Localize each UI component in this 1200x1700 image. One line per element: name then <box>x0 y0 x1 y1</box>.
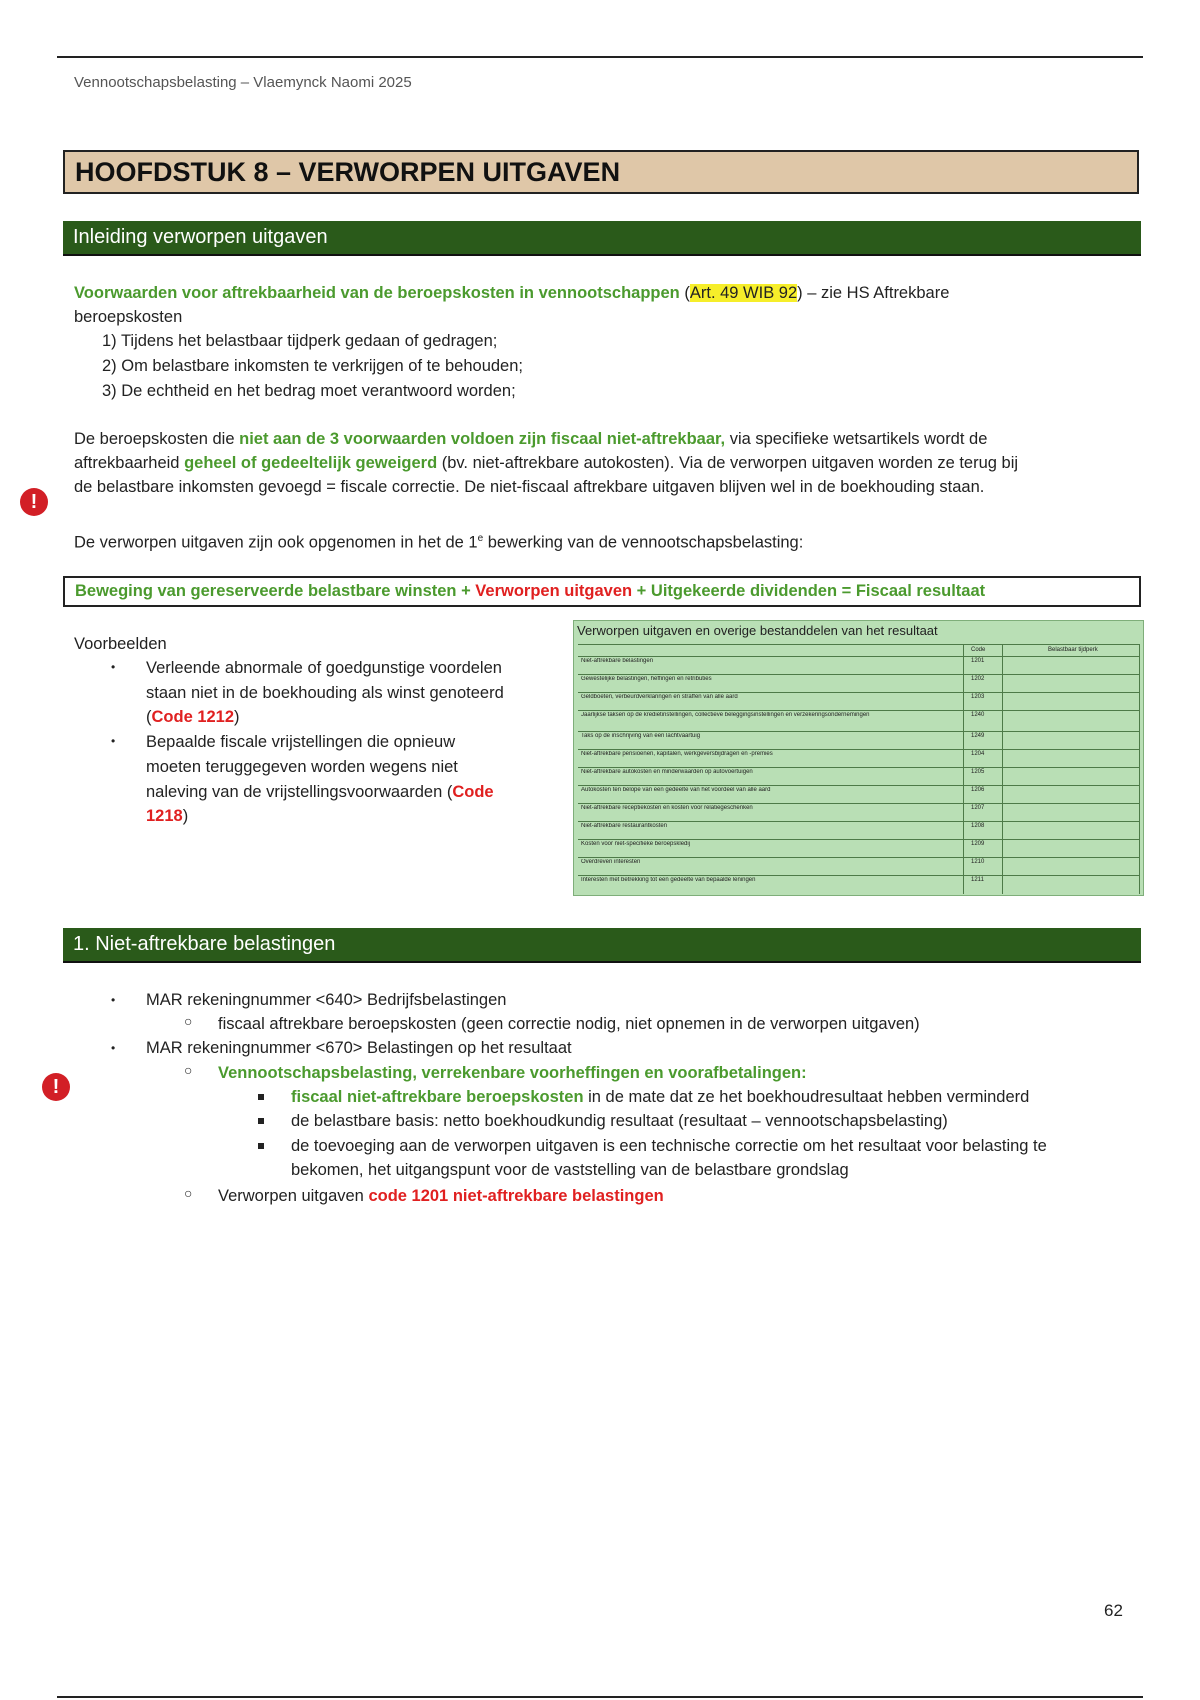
table-title: Verworpen uitgaven en overige bestanddelen van het resultaat <box>577 623 938 638</box>
s1-bullet-2: MAR rekeningnummer <670> Belastingen op het resultaat <box>146 1039 572 1057</box>
table-row <box>578 875 1140 894</box>
example-2-line-3 <box>146 780 494 804</box>
table-row-label: Overdreven interesten <box>581 859 641 865</box>
table-col-period: Belastbaar tijdperk <box>1048 647 1098 653</box>
article-reference: Art. 49 WIB 92 <box>689 284 798 302</box>
p1-text-f: (bv. niet-aftrekbare autokosten). Via de verworpen uitgaven worden ze terug bij <box>437 454 1019 472</box>
table-row-code: 1207 <box>971 805 985 811</box>
paragraph-1-line-3: de belastbare inkomsten gevoegd = fiscale correctie. De niet-fiscaal aftrekbare uitgaven blijven wel in de boekhouding staan. <box>74 478 985 496</box>
s1-sub-item-3-line-2: bekomen, het uitgangspunt voor de vaststelling van de belastbare grondslag <box>291 1161 849 1179</box>
s1-bullet-1: MAR rekeningnummer <640> Bedrijfsbelastingen <box>146 991 507 1009</box>
warning-icon: ! <box>42 1073 70 1101</box>
circle-bullet: ○ <box>184 1062 193 1078</box>
ex1-paren-open: ( <box>146 708 152 726</box>
table-row <box>578 692 1140 711</box>
table-row <box>578 749 1140 768</box>
formula-part-1: Beweging van gereserveerde belastbare winsten + <box>75 582 476 600</box>
s1-bullet-2-sub-1: Vennootschapsbelasting, verrekenbare voorheffingen en voorafbetalingen: <box>218 1064 807 1082</box>
example-1-code: Code 1212 <box>151 708 235 726</box>
bottom-rule <box>57 1696 1143 1698</box>
table-vline <box>1002 644 1003 894</box>
conditions-heading-line <box>74 281 1144 305</box>
table-row <box>578 839 1140 858</box>
table-row-code: 1205 <box>971 769 985 775</box>
formula-box <box>63 576 1141 607</box>
table-row-label: Interesten met betrekking tot een gedeelte van bepaalde leningen <box>581 877 756 883</box>
p1-text-a: De beroepskosten die <box>74 430 240 448</box>
conditions-heading: Voorwaarden voor aftrekbaarheid van de beroepskosten in vennootschappen <box>74 284 680 302</box>
bullet-dot: • <box>111 993 116 1007</box>
p2-text-a: De verworpen uitgaven zijn ook opgenomen in het de 1 <box>74 533 478 552</box>
s1-bullet-1-sub: fiscaal aftrekbare beroepskosten (geen correctie nodig, niet opnemen in de verworpen uitgaven) <box>218 1015 920 1033</box>
example-2-line-1: Bepaalde fiscale vrijstellingen die opnieuw <box>146 733 456 751</box>
ex2-paren-close: ) <box>182 807 189 825</box>
ex2-text: naleving van de vrijstellingsvoorwaarden ( <box>146 783 453 801</box>
s1-sub-item-2: de belastbare basis: netto boekhoudkundig resultaat (resultaat – vennootschapsbelasting) <box>291 1112 948 1130</box>
condition-3: 3) De echtheid en het bedrag moet verantwoord worden; <box>102 382 516 400</box>
ref-close: ) – zie HS Aftrekbare <box>797 284 950 302</box>
formula-part-2: Verworpen uitgaven <box>475 582 633 600</box>
table-row-code: 1206 <box>971 787 985 793</box>
examples-heading: Voorbeelden <box>74 635 167 653</box>
table-col-code: Code <box>971 647 986 653</box>
top-rule <box>57 56 1143 58</box>
table-row <box>578 674 1140 693</box>
circle-bullet: ○ <box>184 1013 193 1029</box>
table-row-code: 1240 <box>971 712 985 718</box>
table-row-label: Niet-aftrekbare restaurantkosten <box>581 823 668 829</box>
bullet-dot: • <box>111 660 116 674</box>
p1-text-c: via specifieke wetsartikels wordt de <box>725 430 988 448</box>
table-row-code: 1208 <box>971 823 985 829</box>
square-bullet <box>258 1094 264 1100</box>
page-number: 62 <box>1104 1601 1123 1620</box>
conditions-heading-cont: beroepskosten <box>74 308 183 326</box>
example-1-line-1: Verleende abnormale of goedgunstige voordelen <box>146 659 502 677</box>
example-2-line-2: moeten teruggegeven worden wegens niet <box>146 758 458 776</box>
table-row-label: Autokosten ten belope van een gedeelte van het voordeel van alle aard <box>581 787 771 793</box>
s1-sub-item-1-emph: fiscaal niet-aftrekbare beroepskosten <box>291 1088 584 1106</box>
paragraph-1-line-1 <box>74 427 1154 451</box>
table-row-code: 1204 <box>971 751 985 757</box>
bullet-dot: • <box>111 1041 116 1055</box>
example-2-line-4 <box>146 804 188 828</box>
table-row-code: 1201 <box>971 658 985 664</box>
s1-sub-item-1 <box>291 1085 1029 1109</box>
s1-bullet-2-sub-2-code: code 1201 niet-aftrekbare belastingen <box>368 1187 664 1205</box>
table-row-code: 1203 <box>971 694 985 700</box>
table-vline <box>1139 644 1140 894</box>
table-row-label: Niet-aftrekbare belastingen <box>581 658 654 664</box>
tax-form-table <box>573 620 1144 896</box>
table-row-label: Kosten voor niet-specifieke beroepskledij <box>581 841 691 847</box>
formula-part-3: + Uitgekeerde dividenden = Fiscaal resultaat <box>632 582 986 600</box>
table-row-label: Geldboeten, verbeurdverklaringen en straffen van alle aard <box>581 694 738 700</box>
section-title-intro: Inleiding verworpen uitgaven <box>63 221 1141 256</box>
s1-bullet-2-sub-2 <box>218 1184 664 1208</box>
warning-icon: ! <box>20 488 48 516</box>
table-row <box>578 731 1140 750</box>
paragraph-1-line-2 <box>74 451 1154 475</box>
s1-sub-item-1-text: in de mate dat ze het boekhoudresultaat hebben verminderd <box>583 1088 1030 1106</box>
table-row-code: 1249 <box>971 733 985 739</box>
table-vline <box>963 644 964 894</box>
p1-emph-e: geheel of gedeeltelijk geweigerd <box>184 454 438 472</box>
ex1-paren-close: ) <box>234 708 240 726</box>
table-row <box>578 803 1140 822</box>
table-row-label: Niet-aftrekbare autokosten en minderwaarden op autovoertuigen <box>581 769 753 775</box>
square-bullet <box>258 1143 264 1149</box>
section-title-1: 1. Niet-aftrekbare belastingen <box>63 928 1141 963</box>
table-row <box>578 710 1140 732</box>
running-header: Vennootschapsbelasting – Vlaemynck Naomi 2025 <box>74 74 412 91</box>
p2-superscript: e <box>477 533 484 544</box>
p1-text-d: aftrekbaarheid <box>74 454 185 472</box>
table-row-label: Taks op de inschrijving van een lachtvaartuig <box>581 733 701 739</box>
table-row-code: 1202 <box>971 676 985 682</box>
square-bullet <box>258 1118 264 1124</box>
table-row <box>578 785 1140 804</box>
condition-2: 2) Om belastbare inkomsten te verkrijgen of te behouden; <box>102 357 523 375</box>
s1-bullet-2-sub-2-text: Verworpen uitgaven <box>218 1187 369 1205</box>
table-row-label: Gewestelijke belastingen, heffingen en retributies <box>581 676 712 682</box>
p2-text-b: bewerking van de vennootschapsbelasting: <box>483 533 804 552</box>
table-row <box>578 857 1140 876</box>
condition-1: 1) Tijdens het belastbaar tijdperk gedaan of gedragen; <box>102 332 498 350</box>
table-row-label: Niet-aftrekbare receptiekosten en kosten voor relatiegeschenken <box>581 805 753 811</box>
example-2-code-word: Code <box>452 783 494 801</box>
table-row-code: 1210 <box>971 859 985 865</box>
chapter-title: HOOFDSTUK 8 – VERWORPEN UITGAVEN <box>63 150 1139 194</box>
table-row <box>578 821 1140 840</box>
table-row-code: 1211 <box>971 877 984 883</box>
bullet-dot: • <box>111 734 116 748</box>
table-row-label: Jaarlijkse taksen op de kredietinstellingen, collectieve beleggingsinstellingen en verzekeringsondernemingen <box>581 712 870 718</box>
table-row-label: Niet-aftrekbare pensioenen, kapitalen, werkgeversbijdragen en -premies <box>581 751 773 757</box>
example-1-line-3 <box>146 705 240 729</box>
table-row <box>578 656 1140 675</box>
example-1-line-2: staan niet in de boekhouding als winst genoteerd <box>146 684 504 702</box>
p1-emph-b: niet aan de 3 voorwaarden voldoen zijn fiscaal niet-aftrekbaar, <box>239 430 726 448</box>
s1-sub-item-3-line-1: de toevoeging aan de verworpen uitgaven is een technische correctie om het resultaat voor belasting te <box>291 1137 1047 1155</box>
ref-open: ( <box>684 284 690 302</box>
paragraph-2 <box>74 527 803 555</box>
table-row <box>578 767 1140 786</box>
example-2-code-number: 1218 <box>146 807 183 825</box>
table-row-code: 1209 <box>971 841 985 847</box>
circle-bullet: ○ <box>184 1185 193 1201</box>
